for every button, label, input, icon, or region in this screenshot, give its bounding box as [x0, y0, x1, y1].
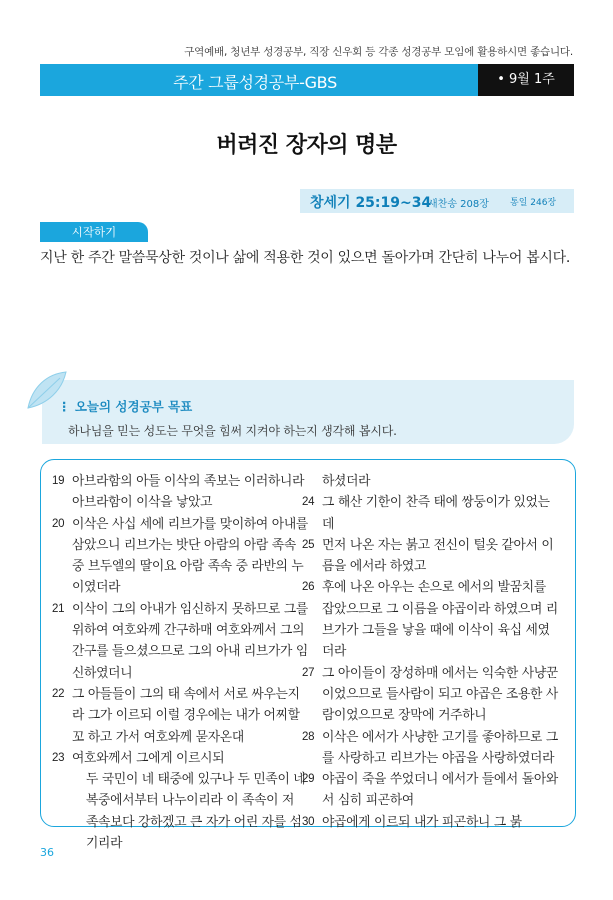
- verse: [52, 599, 308, 684]
- verse-text: 먼저 나온 자는 붉고 전신이 털옷 같아서 이름을 에서라 하였고: [322, 537, 554, 575]
- page-title: 버려진 장자의 명분: [216, 132, 397, 158]
- verse-text: 두 국민이 네 태중에 있구나 두 민족이 네 복중에서부터 나누이리라 이 족속이 저 족속보다 강하겠고 큰 자가 어린 자를 섬기리라: [86, 772, 306, 852]
- section-banner: [40, 64, 574, 96]
- verse-number: 26: [302, 581, 315, 594]
- verse: [302, 535, 560, 578]
- scripture-reference: [300, 189, 574, 213]
- hymn-number: 새찬송 208장: [428, 199, 489, 210]
- verse-number: 30: [302, 815, 315, 828]
- banner-date: • 9월 1주: [478, 64, 574, 96]
- verse: [302, 727, 560, 770]
- hymn-number-old: 통일 246장: [510, 198, 557, 208]
- verse-number: [52, 769, 72, 854]
- verse-number: 24: [302, 496, 315, 509]
- verse: [302, 769, 560, 812]
- verse-text: 그 해산 기한이 찬즉 태에 쌍둥이가 있었는데: [322, 495, 550, 532]
- verse-number: 21: [52, 602, 65, 615]
- start-text: 지난 한 주간 말씀묵상한 것이나 삶에 적용한 것이 있으면 돌아가며 간단히 나누어 봅시다.: [40, 250, 571, 266]
- passage: 창세기 25:19~34: [310, 195, 432, 211]
- header-note: 구역예배, 청년부 성경공부, 직장 신우회 등 각종 성경공부 모임에 활용하시면 좋습니다.: [184, 46, 573, 58]
- verse: [52, 514, 308, 599]
- verse-text: 하셨더라: [322, 474, 371, 489]
- verse-text: 후에 나온 아우는 손으로 에서의 발꿈치를 잡았으므로 그 이름을 야곱이라 하였으며 리브가가 그들을 낳을 때에 이삭이 육십 세였더라: [322, 580, 558, 660]
- verse-text: 야곱에게 이르되 내가 피곤하니 그 붉: [322, 814, 522, 830]
- verse: [302, 663, 560, 727]
- goal-heading: ⋮ 오늘의 성경공부 목표: [58, 399, 193, 414]
- verse-text: 이삭은 사십 세에 리브가를 맞이하여 아내를 삼았으니 리브가는 밧단 아람의 아람 족속 중 브두엘의 딸이요 아람 족속 중 라반의 누이였더라: [72, 516, 308, 596]
- verse-number: 29: [302, 773, 315, 786]
- verse: [302, 577, 560, 662]
- verse-text: 이삭이 그의 아내가 임신하지 못하므로 그를 위하여 여호와께 간구하매 여호와께서 그의 간구를 들으셨으므로 그의 아내 리브가가 임신하였더니: [72, 601, 308, 681]
- verse-number: 28: [302, 730, 315, 743]
- verse-number: 25: [302, 538, 315, 551]
- verse-number: 22: [52, 687, 65, 700]
- verse: [302, 812, 560, 833]
- verse-number: 23: [52, 751, 65, 764]
- verse: [52, 769, 308, 854]
- page-number: 36: [40, 846, 54, 859]
- verses-left: [52, 471, 308, 854]
- verse: [52, 748, 308, 769]
- verse-number: 19: [52, 475, 65, 487]
- verse-text: 그 아들들이 그의 태 속에서 서로 싸우는지라 그가 이르되 이럴 경우에는 내가 어찌할꼬 하고 가서 여호와께 묻자온대: [72, 686, 300, 745]
- verse-number: 20: [52, 517, 65, 530]
- verse-number: [302, 471, 322, 492]
- banner-title: 주간 그룹성경공부-GBS: [173, 73, 337, 92]
- verse: [52, 471, 308, 514]
- goal-text: 하나님을 믿는 성도는 무엇을 힘써 지켜야 하는지 생각해 봅시다.: [68, 424, 397, 438]
- verse-text: 그 아이들이 장성하매 에서는 익숙한 사냥꾼이었으므로 들사람이 되고 야곱은 조용한 사람이었으므로 장막에 거주하니: [322, 665, 558, 724]
- verses-right: [302, 471, 560, 833]
- verse: [52, 684, 308, 748]
- verse-text: 여호와께서 그에게 이르시되: [72, 750, 225, 766]
- verse-number: 27: [302, 666, 315, 679]
- verse-text: 야곱이 죽을 쑤었더니 에서가 들에서 돌아와서 심히 피곤하여: [322, 772, 558, 809]
- verse-text: 아브라함의 아들 이삭의 족보는 이러하니라 아브라함이 이삭을 낳았고: [72, 474, 305, 511]
- verse: [302, 492, 560, 535]
- verse-text: 이삭은 에서가 사냥한 고기를 좋아하므로 그를 사랑하고 리브가는 야곱을 사랑하였더라: [322, 729, 558, 766]
- start-label: 시작하기: [40, 222, 148, 242]
- verse: [302, 471, 560, 492]
